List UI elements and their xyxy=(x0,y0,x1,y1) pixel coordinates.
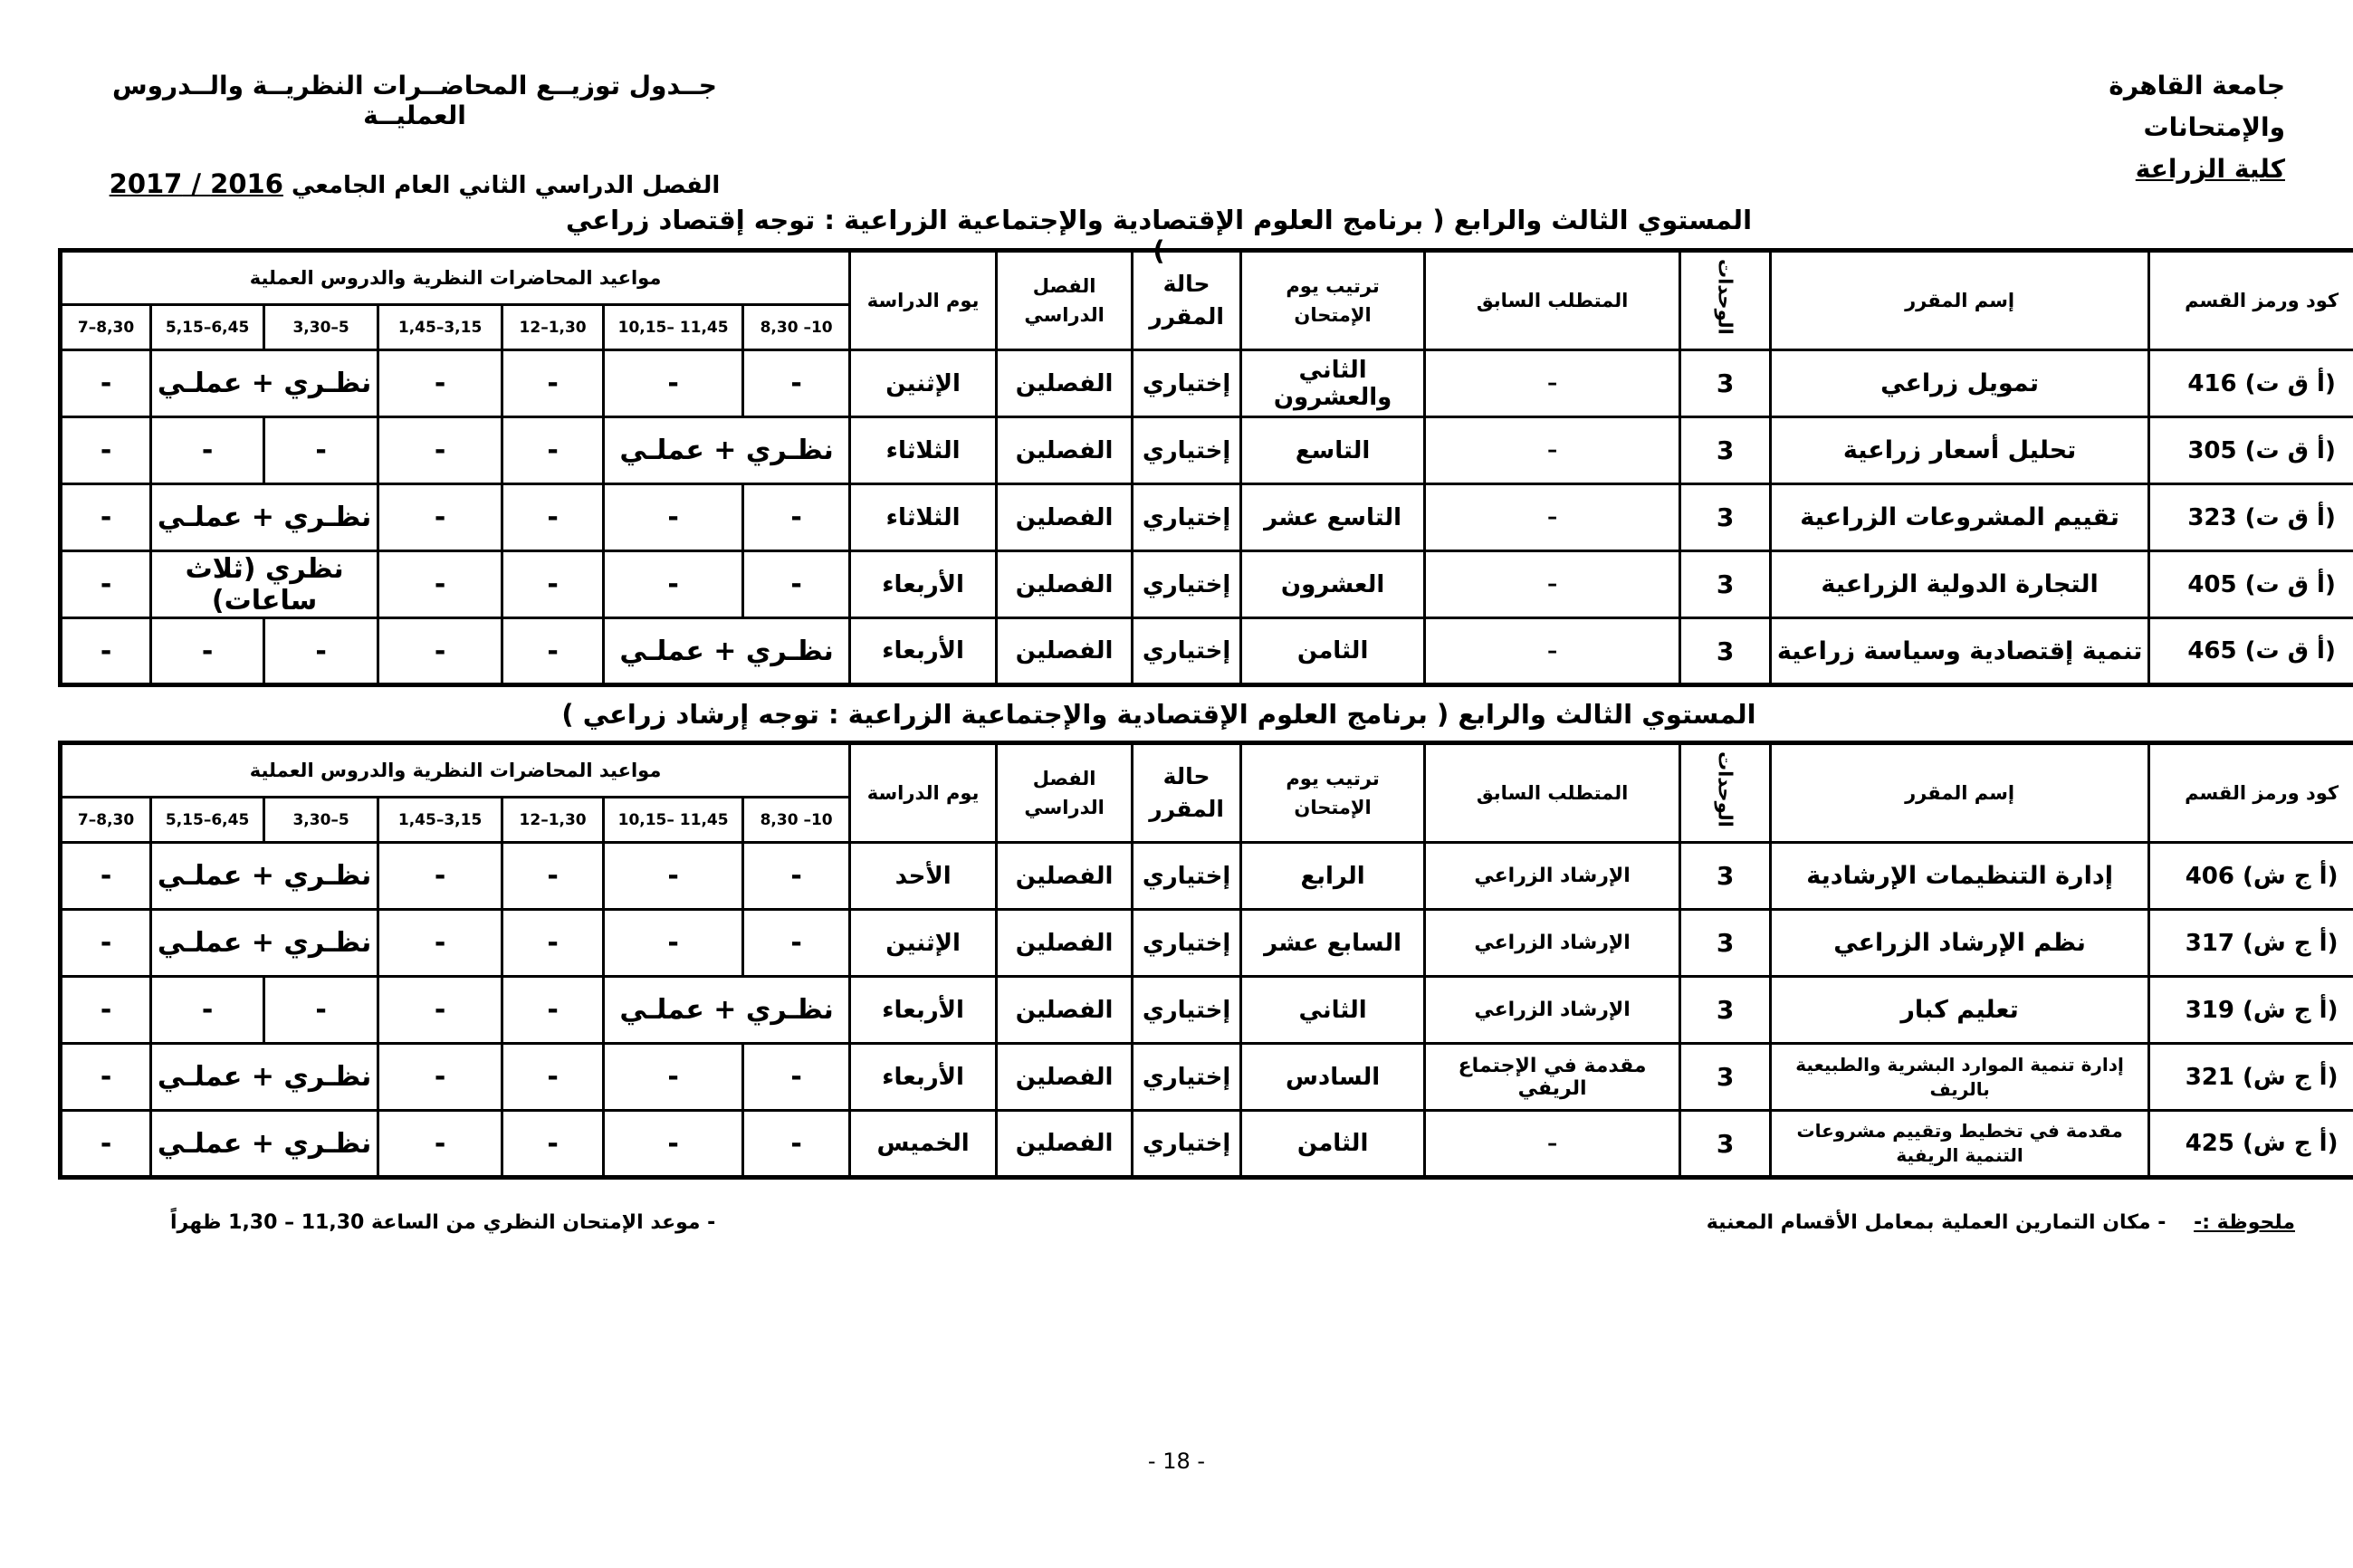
header-prerequisite: المتطلب السابق xyxy=(1425,743,1680,843)
header-exam-order: ترتيب يوم الإمتحان xyxy=(1241,251,1425,350)
notes-right xyxy=(1707,1211,2295,1234)
time-slot-header: 12–1,30 xyxy=(502,305,604,350)
table-row xyxy=(61,484,2353,551)
empty-slot: - xyxy=(61,977,151,1044)
header-study-day: يوم الدراسة xyxy=(850,743,997,843)
course-units: 3 xyxy=(1680,1044,1771,1111)
exam-order: الثاني والعشرون xyxy=(1241,350,1425,417)
empty-slot: - xyxy=(378,910,502,977)
units-header-label: الوحدات xyxy=(1714,258,1736,335)
empty-slot: - xyxy=(743,1044,850,1111)
empty-slot: - xyxy=(502,618,604,685)
time-slot-header: 10,15– 11,45 xyxy=(604,305,743,350)
course-units: 3 xyxy=(1680,484,1771,551)
course-prerequisite: مقدمة في الإجتماع الريفي xyxy=(1425,1044,1680,1111)
empty-slot: - xyxy=(604,551,743,618)
institution-header xyxy=(2109,65,2285,190)
course-status: إختياري xyxy=(1133,910,1241,977)
faculty-name: كلية الزراعة xyxy=(2135,154,2285,184)
section2-title: المستوي الثالث والرابع ( برنامج العلوم الإقتصادية والإجتماعية الزراعية : توجه إرشاد زراعي ) xyxy=(561,699,1756,730)
table-row xyxy=(61,551,2353,618)
empty-slot: - xyxy=(61,551,151,618)
course-units: 3 xyxy=(1680,1111,1771,1178)
document-title: جــدول توزيــع المحاضــرات النظريــة والــدروس العمليــة xyxy=(112,71,717,130)
course-name: تقييم المشروعات الزراعية xyxy=(1771,484,2149,551)
course-status: إختياري xyxy=(1133,350,1241,417)
exam-order: التاسع xyxy=(1241,417,1425,484)
course-name: التجارة الدولية الزراعية xyxy=(1771,551,2149,618)
empty-slot: - xyxy=(61,910,151,977)
table-row xyxy=(61,350,2353,417)
study-day: الأربعاء xyxy=(850,977,997,1044)
header-schedule: مواعيد المحاضرات النظرية والدروس العملية xyxy=(61,251,850,305)
empty-slot: - xyxy=(264,618,378,685)
course-status: إختياري xyxy=(1133,843,1241,910)
section1-title: المستوي الثالث والرابع ( برنامج العلوم الإقتصادية والإجتماعية الزراعية : توجه إقتصاد زراعي ) xyxy=(565,205,1753,266)
course-status: إختياري xyxy=(1133,1044,1241,1111)
course-semester: الفصلين xyxy=(997,551,1133,618)
course-code: (أ ق ت) 465 xyxy=(2149,618,2353,685)
time-slot-header: 7–8,30 xyxy=(61,798,151,843)
exam-order: التاسع عشر xyxy=(1241,484,1425,551)
notes-label: ملحوظة :- xyxy=(2194,1211,2295,1234)
time-slot-header: 5,15–6,45 xyxy=(151,798,264,843)
course-status: إختياري xyxy=(1133,551,1241,618)
exam-order: العشرون xyxy=(1241,551,1425,618)
empty-slot: - xyxy=(743,350,850,417)
course-name: تعليم كبار xyxy=(1771,977,2149,1044)
study-day: الأحد xyxy=(850,843,997,910)
course-semester: الفصلين xyxy=(997,977,1133,1044)
exam-order: السادس xyxy=(1241,1044,1425,1111)
session-block: نظـري + عملـي xyxy=(151,843,378,910)
schedule-table-economics xyxy=(58,248,2353,687)
header-code: كود ورمز القسم xyxy=(2149,251,2353,350)
course-code: (أ ج ش) 406 xyxy=(2149,843,2353,910)
table-row xyxy=(61,1111,2353,1178)
course-code: (أ ج ش) 319 xyxy=(2149,977,2353,1044)
empty-slot: - xyxy=(604,910,743,977)
course-name: إدارة تنمية الموارد البشرية والطبيعية بالريف xyxy=(1771,1044,2149,1111)
course-prerequisite: – xyxy=(1425,350,1680,417)
session-block: نظـري + عملـي xyxy=(604,618,850,685)
empty-slot: - xyxy=(502,551,604,618)
header-course-name: إسم المقرر xyxy=(1771,251,2149,350)
table-row xyxy=(61,977,2353,1044)
empty-slot: - xyxy=(378,484,502,551)
empty-slot: - xyxy=(743,484,850,551)
study-day: الأربعاء xyxy=(850,551,997,618)
time-slot-header: 5,15–6,45 xyxy=(151,305,264,350)
table-row xyxy=(61,910,2353,977)
empty-slot: - xyxy=(743,910,850,977)
empty-slot: - xyxy=(151,977,264,1044)
empty-slot: - xyxy=(604,1111,743,1178)
course-name: مقدمة في تخطيط وتقييم مشروعات التنمية الريفية xyxy=(1771,1111,2149,1178)
table-row xyxy=(61,843,2353,910)
header-code: كود ورمز القسم xyxy=(2149,743,2353,843)
exam-order: الثامن xyxy=(1241,1111,1425,1178)
empty-slot: - xyxy=(502,484,604,551)
course-status: إختياري xyxy=(1133,417,1241,484)
course-units: 3 xyxy=(1680,910,1771,977)
header-units xyxy=(1680,743,1771,843)
course-prerequisite: – xyxy=(1425,484,1680,551)
course-code: (أ ق ت) 305 xyxy=(2149,417,2353,484)
header-units xyxy=(1680,251,1771,350)
empty-slot: - xyxy=(61,843,151,910)
header-course-name: إسم المقرر xyxy=(1771,743,2149,843)
empty-slot: - xyxy=(61,1044,151,1111)
time-slot-header: 10,15– 11,45 xyxy=(604,798,743,843)
time-slot-header: 7–8,30 xyxy=(61,305,151,350)
note-exam-time: - موعد الإمتحان النظري من الساعة 11,30 – 1,30 ظهراً xyxy=(170,1211,716,1234)
time-slot-header: 8,30 –10 xyxy=(743,305,850,350)
course-code: (أ ق ت) 416 xyxy=(2149,350,2353,417)
course-units: 3 xyxy=(1680,551,1771,618)
course-name: تمويل زراعي xyxy=(1771,350,2149,417)
course-code: (أ ق ت) 323 xyxy=(2149,484,2353,551)
course-prerequisite: الإرشاد الزراعي xyxy=(1425,910,1680,977)
header-study-day: يوم الدراسة xyxy=(850,251,997,350)
exam-order: الثاني xyxy=(1241,977,1425,1044)
course-semester: الفصلين xyxy=(997,484,1133,551)
empty-slot: - xyxy=(743,1111,850,1178)
course-status: إختياري xyxy=(1133,1111,1241,1178)
exam-order: السابع عشر xyxy=(1241,910,1425,977)
empty-slot: - xyxy=(61,350,151,417)
empty-slot: - xyxy=(502,910,604,977)
session-block: نظري (ثلاث ساعات) xyxy=(151,551,378,618)
empty-slot: - xyxy=(502,977,604,1044)
study-day: الثلاثاء xyxy=(850,417,997,484)
course-name: تنمية إقتصادية وسياسة زراعية xyxy=(1771,618,2149,685)
empty-slot: - xyxy=(61,417,151,484)
session-block: نظـري + عملـي xyxy=(151,484,378,551)
course-prerequisite: – xyxy=(1425,417,1680,484)
study-day: الأربعاء xyxy=(850,1044,997,1111)
course-semester: الفصلين xyxy=(997,910,1133,977)
course-semester: الفصلين xyxy=(997,1044,1133,1111)
header-prerequisite: المتطلب السابق xyxy=(1425,251,1680,350)
empty-slot: - xyxy=(61,1111,151,1178)
semester-label: الفصل الدراسي الثاني العام الجامعي xyxy=(291,172,721,199)
course-prerequisite: الإرشاد الزراعي xyxy=(1425,843,1680,910)
session-block: نظـري + عملـي xyxy=(151,910,378,977)
empty-slot: - xyxy=(502,1044,604,1111)
course-name: نظم الإرشاد الزراعي xyxy=(1771,910,2149,977)
table-row xyxy=(61,1044,2353,1111)
document-header xyxy=(71,71,759,199)
empty-slot: - xyxy=(502,843,604,910)
header-exam-order: ترتيب يوم الإمتحان xyxy=(1241,743,1425,843)
empty-slot: - xyxy=(378,1044,502,1111)
course-semester: الفصلين xyxy=(997,618,1133,685)
empty-slot: - xyxy=(378,977,502,1044)
course-prerequisite: – xyxy=(1425,1111,1680,1178)
empty-slot: - xyxy=(502,417,604,484)
session-block: نظـري + عملـي xyxy=(604,977,850,1044)
course-code: (أ ج ش) 321 xyxy=(2149,1044,2353,1111)
course-units: 3 xyxy=(1680,618,1771,685)
course-semester: الفصلين xyxy=(997,1111,1133,1178)
empty-slot: - xyxy=(378,551,502,618)
exam-order: الثامن xyxy=(1241,618,1425,685)
course-units: 3 xyxy=(1680,350,1771,417)
empty-slot: - xyxy=(502,350,604,417)
header-schedule: مواعيد المحاضرات النظرية والدروس العملية xyxy=(61,743,850,798)
course-prerequisite: – xyxy=(1425,618,1680,685)
empty-slot: - xyxy=(604,350,743,417)
course-semester: الفصلين xyxy=(997,350,1133,417)
course-name: إدارة التنظيمات الإرشادية xyxy=(1771,843,2149,910)
course-status: إختياري xyxy=(1133,484,1241,551)
time-slot-header: 12–1,30 xyxy=(502,798,604,843)
header-semester: الفصل الدراسي xyxy=(997,251,1133,350)
empty-slot: - xyxy=(378,1111,502,1178)
empty-slot: - xyxy=(378,350,502,417)
empty-slot: - xyxy=(743,843,850,910)
empty-slot: - xyxy=(151,618,264,685)
time-slot-header: 1,45–3,15 xyxy=(378,305,502,350)
study-day: الأربعاء xyxy=(850,618,997,685)
header-status: حالة المقرر xyxy=(1133,743,1241,843)
empty-slot: - xyxy=(264,977,378,1044)
empty-slot: - xyxy=(604,843,743,910)
table-row xyxy=(61,417,2353,484)
empty-slot: - xyxy=(378,417,502,484)
course-semester: الفصلين xyxy=(997,417,1133,484)
semester-line xyxy=(71,168,759,199)
study-day: الثلاثاء xyxy=(850,484,997,551)
empty-slot: - xyxy=(61,618,151,685)
schedule-table-extension xyxy=(58,741,2353,1180)
course-status: إختياري xyxy=(1133,977,1241,1044)
header-semester: الفصل الدراسي xyxy=(997,743,1133,843)
course-status: إختياري xyxy=(1133,618,1241,685)
time-slot-header: 3,30–5 xyxy=(264,305,378,350)
units-header-label: الوحدات xyxy=(1714,751,1736,827)
course-units: 3 xyxy=(1680,417,1771,484)
time-slot-header: 8,30 –10 xyxy=(743,798,850,843)
course-code: (أ ج ش) 425 xyxy=(2149,1111,2353,1178)
course-prerequisite: – xyxy=(1425,551,1680,618)
empty-slot: - xyxy=(151,417,264,484)
empty-slot: - xyxy=(264,417,378,484)
session-block: نظـري + عملـي xyxy=(151,1111,378,1178)
course-name: تحليل أسعار زراعية xyxy=(1771,417,2149,484)
empty-slot: - xyxy=(502,1111,604,1178)
empty-slot: - xyxy=(378,618,502,685)
table-row xyxy=(61,618,2353,685)
department-name: والإمتحانات xyxy=(2143,112,2285,142)
session-block: نظـري + عملـي xyxy=(604,417,850,484)
course-units: 3 xyxy=(1680,977,1771,1044)
empty-slot: - xyxy=(378,843,502,910)
course-prerequisite: الإرشاد الزراعي xyxy=(1425,977,1680,1044)
session-block: نظـري + عملـي xyxy=(151,1044,378,1111)
course-code: (أ ق ت) 405 xyxy=(2149,551,2353,618)
exam-order: الرابع xyxy=(1241,843,1425,910)
empty-slot: - xyxy=(604,1044,743,1111)
page-number: - 18 - xyxy=(1147,1448,1206,1474)
empty-slot: - xyxy=(604,484,743,551)
empty-slot: - xyxy=(61,484,151,551)
time-slot-header: 3,30–5 xyxy=(264,798,378,843)
study-day: الإثنين xyxy=(850,910,997,977)
academic-year: 2016 / 2017 xyxy=(109,168,283,199)
course-semester: الفصلين xyxy=(997,843,1133,910)
university-name: جامعة القاهرة xyxy=(2109,71,2285,100)
course-code: (أ ج ش) 317 xyxy=(2149,910,2353,977)
session-block: نظـري + عملـي xyxy=(151,350,378,417)
study-day: الخميس xyxy=(850,1111,997,1178)
study-day: الإثنين xyxy=(850,350,997,417)
time-slot-header: 1,45–3,15 xyxy=(378,798,502,843)
empty-slot: - xyxy=(743,551,850,618)
note-practical-location: - مكان التمارين العملية بمعامل الأقسام المعنية xyxy=(1706,1211,2166,1234)
header-status: حالة المقرر xyxy=(1133,251,1241,350)
course-units: 3 xyxy=(1680,843,1771,910)
